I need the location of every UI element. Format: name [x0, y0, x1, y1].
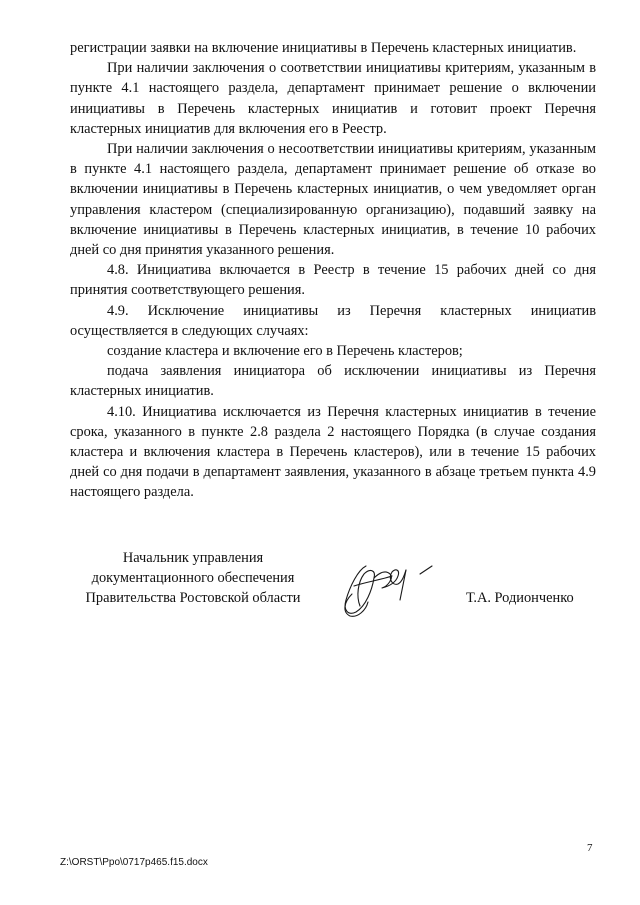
paragraph-4-10: 4.10. Инициатива исключается из Перечня кластерных инициатив в течение срока, указанного в пункте 2.8 раздела 2 настоящего Порядка (в случае создания кластера и включения кластера в Перечень кластеров), или в течение 15 рабочих дней со дня подачи в департамент заявления, указанного в абзаце третьем пункта 4.9 настоящего раздела. — [70, 403, 596, 501]
paragraph-conformity: При наличии заключения о соответствии инициативы критериям, указанным в пункте 4.1 настоящего раздела, департамент принимает решение о включении инициативы в Перечень кластерных инициатив и готовит проект Перечня кластерных инициатив для включения его в Реестр. — [70, 60, 596, 137]
paragraph-case-1: создание кластера и включение его в Перечень кластеров; — [107, 343, 463, 360]
signatory-title — [70, 548, 316, 609]
paragraph-4-8: 4.8. Инициатива включается в Реестр в течение 15 рабочих дней со дня принятия соответствующего решения. — [70, 262, 596, 299]
paragraph-case-2: подача заявления инициатора об исключении инициативы из Перечня кластерных инициатив. — [70, 363, 596, 400]
paragraph-nonconformity: При наличии заключения о несоответствии инициативы критериям, указанным в пункте 4.1 настоящего раздела, департамент принимает решение об отказе во включении инициативы в Перечень кластерных инициатив, о чем уведомляет орган управления кластером (специализированную организацию), подавший заявку на включение инициативы в Перечень кластерных инициатив, в течение 10 рабочих дней со дня принятия указанного решения. — [70, 141, 596, 259]
signatory-title-line: Правительства Ростовской области — [85, 590, 301, 607]
file-path: Z:\ORST\Ppo\0717p465.f15.docx — [60, 857, 208, 868]
signatory-name: Т.А. Родионченко — [466, 590, 574, 606]
handwritten-signature — [336, 556, 444, 622]
signatory-title-line: документационного обеспечения — [91, 570, 295, 587]
paragraph-4-9: 4.9. Исключение инициативы из Перечня кластерных инициатив осуществляется в следующих случаях: — [70, 302, 596, 339]
page-number: 7 — [587, 842, 593, 854]
signatory-title-line: Начальник управления — [122, 550, 264, 566]
document-body — [70, 38, 596, 503]
paragraph-continuation: регистрации заявки на включение инициативы в Перечень кластерных инициатив. — [70, 40, 577, 56]
